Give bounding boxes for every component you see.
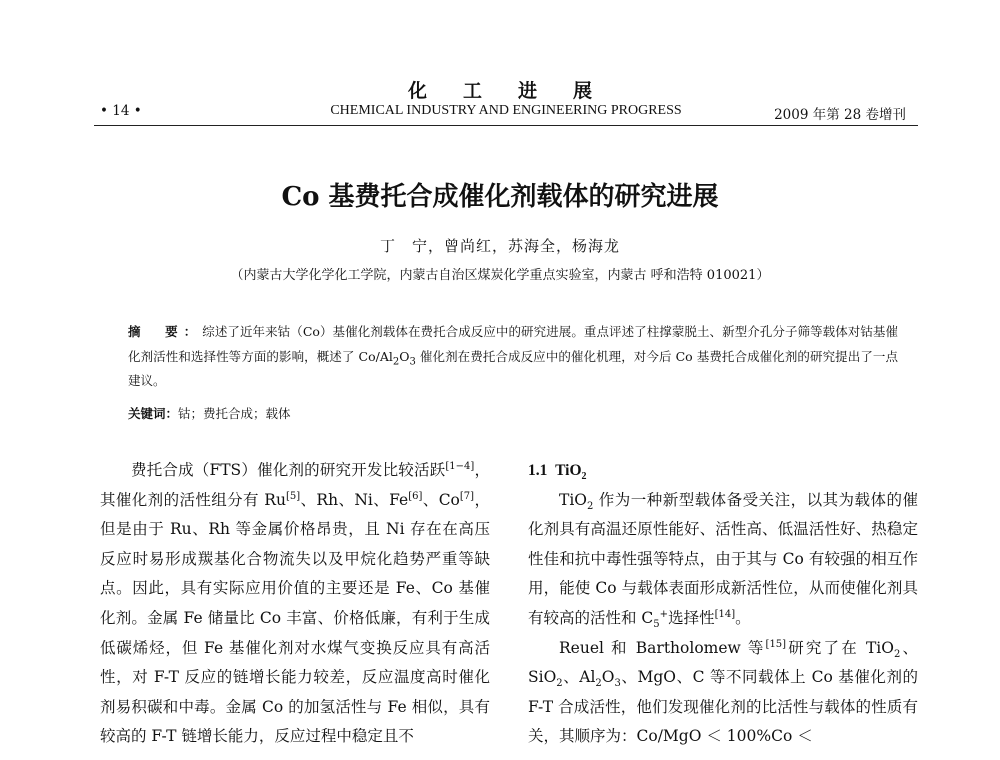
citation: [15] <box>765 638 787 650</box>
body-text: 、SiO <box>528 638 919 687</box>
affiliation: （内蒙古大学化学化工学院，内蒙古自治区煤炭化学重点实验室，内蒙古 呼和浩特 010021） <box>230 268 770 283</box>
article-title: Co 基费托合成催化剂载体的研究进展 <box>281 182 719 212</box>
section-number: 1.1 <box>528 462 548 479</box>
subscript: 2 <box>595 678 602 690</box>
subscript: 2 <box>587 500 594 512</box>
subscript: 2 <box>556 678 563 690</box>
subscript: 2 <box>392 356 400 367</box>
body-text: 。 <box>735 608 751 627</box>
subscript: 2 <box>893 648 901 660</box>
subscript: 2 <box>581 471 587 483</box>
body-text: ，其催化剂的活性组分有 Ru <box>100 461 490 509</box>
citation: [14] <box>714 608 736 620</box>
citation: [7] <box>459 490 475 502</box>
abstract <box>128 320 898 394</box>
journal-title-cn: 化工进展 <box>407 80 628 102</box>
body-text: 研究了在 TiO <box>786 638 894 657</box>
body-text: 选择性 <box>668 608 715 627</box>
body-text: 、Co <box>422 490 460 509</box>
issue-info: 2009 年第 28 卷增刊 <box>774 107 906 123</box>
section-title: TiO <box>555 462 582 479</box>
body-text: 费托合成（FTS）催化剂的研究开发比较活跃 <box>131 461 446 479</box>
authors: 丁 宁，曾尚红，苏海全，杨海龙 <box>379 237 620 255</box>
abstract-label: 摘 要： <box>128 324 203 339</box>
abstract-text: 综述了近年来钴（Co）基催化剂载体在费托合成反应中的研究进展。重点评述了柱撑蒙脱土、新型介孔分子筛等载体对钴基催化剂活性和选择性等方面的影响，概述了 Co/Al <box>128 324 898 364</box>
body-text: 、Al <box>562 668 596 687</box>
body-text: O <box>601 668 615 687</box>
keywords <box>128 404 898 422</box>
body-text: TiO <box>559 490 588 509</box>
header-divider <box>94 125 918 126</box>
body-text: ，但是由于 Ru、Rh 等金属价格昂贵，且 Ni 存在在高压反应时易形成羰基化合物流失以及甲烷化趋势严重等缺点。因此，具有实际应用价值的主要还是 Fe、Co 基催化剂。金属 Fe 储量比 Co 丰富、价格低廉，有利于生成低碳烯烃，但 Fe 基催化剂对水煤气变换反应具有高活性，对 F-T 反应的链增长能力较差，反应温度高时催化剂易积碳和中毒。金属 Co 的加氢活性与 Fe 相似，具有较高的 F-T 链增长能力，反应过程中稳定且不 <box>100 490 490 746</box>
citation: [1−4] <box>445 460 475 472</box>
body-text: 、Rh、Ni、Fe <box>300 490 409 509</box>
journal-title-en: CHEMICAL INDUSTRY AND ENGINEERING PROGRESS <box>330 103 682 118</box>
keywords-text: 钴；费托合成；载体 <box>178 406 291 421</box>
paragraph <box>528 486 918 634</box>
page-number: • 14 • <box>100 103 142 119</box>
abstract-text: O <box>399 348 410 364</box>
citation: [6] <box>408 490 423 502</box>
keywords-label: 关键词： <box>128 406 179 421</box>
citation: [5] <box>285 490 301 502</box>
abstract-text: 催化剂在费托合成反应中的催化机理，对今后 Co 基费托合成催化剂的研究提出了一点建议。 <box>128 348 898 388</box>
body-text: 作为一种新型载体备受关注，以其为载体的催化剂具有高温还原性能好、活性高、低温活性好、热稳定性佳和抗中毒性强等特点，由于其与 Co 有较强的相互作用，能使 Co 与载体表面形成新活性位，从而使催化剂具有较高的活性和 C <box>528 490 918 627</box>
subscript: 5 <box>653 619 660 631</box>
running-header <box>100 103 912 123</box>
section-heading <box>528 456 918 486</box>
body-column-left <box>100 456 490 752</box>
body-text: 、MgO、C 等不同载体上 Co 基催化剂的 F-T 合成活性，他们发现催化剂的比活性与载体的性质有关，其顺序为：Co/MgO ＜ 100%Co ＜ <box>528 668 918 746</box>
body-text: Reuel 和 Bartholomew 等 <box>559 638 766 657</box>
paragraph <box>100 456 490 752</box>
superscript: + <box>659 608 669 620</box>
paragraph <box>528 634 918 752</box>
body-column-right <box>528 456 918 752</box>
subscript: 3 <box>409 356 416 367</box>
subscript: 3 <box>614 678 621 690</box>
